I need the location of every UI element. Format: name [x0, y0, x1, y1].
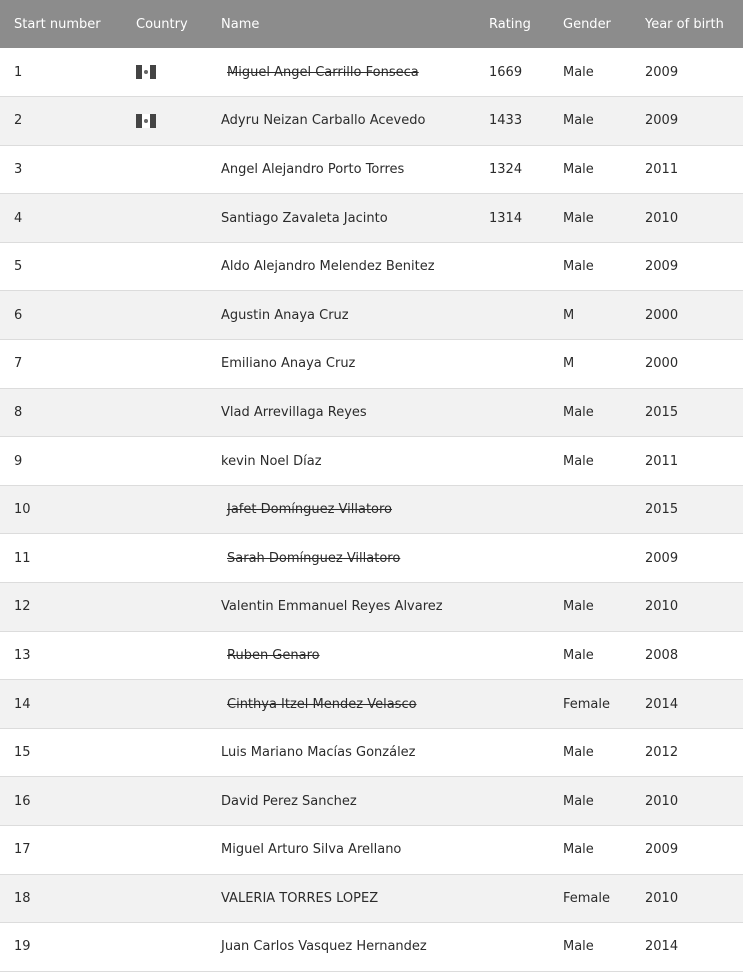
country-cell	[122, 48, 201, 97]
rating-cell	[475, 728, 549, 777]
player-name[interactable]: Aldo Alejandro Melendez Benitez	[221, 259, 435, 275]
rating-cell	[475, 437, 549, 486]
year-of-birth-cell: 2010	[645, 210, 679, 226]
table-row[interactable]	[0, 437, 743, 486]
gender-cell: Female	[563, 696, 611, 712]
table-row[interactable]	[0, 874, 743, 923]
header-country[interactable]: Country	[136, 16, 188, 32]
player-name-withdrawn[interactable]: Cinthya Itzel Mendez Velasco	[227, 696, 417, 712]
rating-cell	[475, 485, 549, 534]
player-name[interactable]: Juan Carlos Vasquez Hernandez	[221, 939, 427, 955]
header-name[interactable]: Name	[221, 16, 260, 32]
start-number-cell: 3	[14, 161, 23, 177]
rating-cell	[475, 631, 549, 680]
player-name-cell	[201, 923, 475, 972]
table-row[interactable]	[0, 583, 743, 632]
player-name-cell	[201, 48, 475, 97]
rating-cell	[475, 923, 549, 972]
gender-cell: Male	[563, 259, 594, 275]
rating-cell	[475, 388, 549, 437]
start-number-cell: 4	[14, 210, 23, 226]
start-number-cell: 6	[14, 307, 23, 323]
gender-cell: Male	[563, 599, 594, 615]
gender-cell: Male	[563, 64, 594, 80]
player-name-cell	[201, 728, 475, 777]
table-row[interactable]	[0, 485, 743, 534]
table-body	[0, 48, 743, 971]
year-of-birth-cell: 2008	[645, 647, 679, 663]
player-name[interactable]: Agustin Anaya Cruz	[221, 307, 349, 323]
country-cell	[122, 242, 201, 291]
country-cell	[122, 340, 201, 389]
year-of-birth-cell: 2014	[645, 939, 679, 955]
rating-cell: 1433	[489, 113, 523, 129]
rating-cell	[475, 291, 549, 340]
gender-cell: Male	[563, 161, 594, 177]
mexico-flag-icon	[136, 65, 156, 79]
start-number-cell: 10	[14, 502, 31, 518]
table-row[interactable]	[0, 777, 743, 826]
country-cell	[122, 680, 201, 729]
gender-cell: Male	[563, 210, 594, 226]
gender-cell	[549, 534, 631, 583]
start-number-cell: 12	[14, 599, 31, 615]
start-number-cell: 9	[14, 453, 23, 469]
country-cell	[122, 194, 201, 243]
gender-cell: Male	[563, 113, 594, 129]
player-name[interactable]: Emiliano Anaya Cruz	[221, 356, 356, 372]
table-row[interactable]	[0, 145, 743, 194]
rating-cell: 1324	[489, 161, 523, 177]
player-name-cell	[201, 242, 475, 291]
start-number-cell: 14	[14, 696, 31, 712]
player-name-cell	[201, 680, 475, 729]
gender-cell	[549, 485, 631, 534]
year-of-birth-cell: 2009	[645, 550, 679, 566]
gender-cell: Male	[563, 939, 594, 955]
year-of-birth-cell: 2010	[645, 890, 679, 906]
mexico-flag-icon	[136, 114, 156, 128]
player-name[interactable]: Vlad Arrevillaga Reyes	[221, 404, 367, 420]
year-of-birth-cell: 2011	[645, 453, 679, 469]
start-number-cell: 13	[14, 647, 31, 663]
year-of-birth-cell: 2010	[645, 793, 679, 809]
player-name-cell	[201, 388, 475, 437]
year-of-birth-cell: 2012	[645, 745, 679, 761]
table-row[interactable]	[0, 291, 743, 340]
player-name-cell	[201, 97, 475, 146]
start-number-cell: 5	[14, 259, 23, 275]
gender-cell: Male	[563, 842, 594, 858]
header-year-of-birth[interactable]: Year of birth	[645, 16, 724, 32]
table-row[interactable]	[0, 48, 743, 97]
year-of-birth-cell: 2015	[645, 404, 679, 420]
start-number-cell: 11	[14, 550, 31, 566]
header-gender[interactable]: Gender	[563, 16, 611, 32]
country-cell	[122, 485, 201, 534]
player-name-cell	[201, 291, 475, 340]
player-name-cell	[201, 437, 475, 486]
table-row[interactable]	[0, 631, 743, 680]
player-name[interactable]: VALERIA TORRES LOPEZ	[221, 890, 379, 906]
rating-cell	[475, 777, 549, 826]
country-cell	[122, 777, 201, 826]
rating-cell: 1669	[489, 64, 523, 80]
player-name-cell	[201, 826, 475, 875]
year-of-birth-cell: 2014	[645, 696, 679, 712]
country-cell	[122, 874, 201, 923]
table-row[interactable]	[0, 340, 743, 389]
year-of-birth-cell: 2009	[645, 259, 679, 275]
player-name[interactable]: Valentin Emmanuel Reyes Alvarez	[221, 599, 443, 615]
start-number-cell: 17	[14, 842, 31, 858]
country-cell	[122, 437, 201, 486]
year-of-birth-cell: 2009	[645, 842, 679, 858]
gender-cell: M	[563, 356, 575, 372]
player-name-cell	[201, 631, 475, 680]
country-cell	[122, 145, 201, 194]
player-name[interactable]: Adyru Neizan Carballo Acevedo	[221, 113, 426, 129]
player-name-cell	[201, 777, 475, 826]
country-cell	[122, 388, 201, 437]
table-row[interactable]	[0, 242, 743, 291]
table-header	[0, 0, 743, 48]
player-name-withdrawn[interactable]: Sarah Domínguez Villatoro	[227, 550, 401, 566]
header-start-number[interactable]: Start number	[14, 16, 101, 32]
player-name[interactable]: kevin Noel Díaz	[221, 453, 322, 469]
rating-cell	[475, 583, 549, 632]
rating-cell	[475, 242, 549, 291]
player-name-cell	[201, 340, 475, 389]
start-number-cell: 2	[14, 113, 23, 129]
player-name[interactable]: Miguel Arturo Silva Arellano	[221, 842, 402, 858]
gender-cell: Male	[563, 793, 594, 809]
start-number-cell: 18	[14, 890, 31, 906]
year-of-birth-cell: 2000	[645, 356, 679, 372]
table-row[interactable]	[0, 923, 743, 972]
player-name[interactable]: David Perez Sanchez	[221, 793, 357, 809]
year-of-birth-cell: 2011	[645, 161, 679, 177]
year-of-birth-cell: 2010	[645, 599, 679, 615]
start-number-cell: 7	[14, 356, 23, 372]
table-row[interactable]	[0, 534, 743, 583]
player-name-withdrawn[interactable]: Miguel Angel Carrillo Fonseca	[227, 64, 419, 80]
country-cell	[122, 631, 201, 680]
year-of-birth-cell: 2000	[645, 307, 679, 323]
header-rating[interactable]: Rating	[489, 16, 531, 32]
player-name-cell	[201, 534, 475, 583]
rating-cell	[475, 340, 549, 389]
rating-cell	[475, 874, 549, 923]
player-name[interactable]: Santiago Zavaleta Jacinto	[221, 210, 388, 226]
player-name-withdrawn[interactable]: Ruben Genaro	[227, 647, 320, 663]
country-cell	[122, 534, 201, 583]
gender-cell: Male	[563, 745, 594, 761]
table-row[interactable]	[0, 194, 743, 243]
gender-cell: M	[563, 307, 575, 323]
player-name[interactable]: Luis Mariano Macías González	[221, 745, 416, 761]
gender-cell: Male	[563, 404, 594, 420]
rating-cell	[475, 826, 549, 875]
start-number-cell: 8	[14, 404, 23, 420]
player-name-cell	[201, 485, 475, 534]
player-name-cell	[201, 145, 475, 194]
player-name-cell	[201, 194, 475, 243]
table-row[interactable]	[0, 826, 743, 875]
player-name-withdrawn[interactable]: Jafet Domínguez Villatoro	[227, 502, 393, 518]
player-name[interactable]: Angel Alejandro Porto Torres	[221, 161, 405, 177]
country-cell	[122, 97, 201, 146]
start-number-cell: 16	[14, 793, 31, 809]
gender-cell: Male	[563, 453, 594, 469]
country-cell	[122, 583, 201, 632]
gender-cell: Male	[563, 647, 594, 663]
rating-cell	[475, 534, 549, 583]
rating-cell	[475, 680, 549, 729]
country-cell	[122, 923, 201, 972]
year-of-birth-cell: 2015	[645, 502, 679, 518]
start-number-cell: 15	[14, 745, 31, 761]
player-name-cell	[201, 874, 475, 923]
country-cell	[122, 826, 201, 875]
year-of-birth-cell: 2009	[645, 64, 679, 80]
gender-cell: Female	[563, 890, 611, 906]
country-cell	[122, 291, 201, 340]
table-row[interactable]	[0, 680, 743, 729]
table-row[interactable]	[0, 388, 743, 437]
table-row[interactable]	[0, 97, 743, 146]
start-number-cell: 1	[14, 64, 23, 80]
player-name-cell	[201, 583, 475, 632]
rating-cell: 1314	[489, 210, 523, 226]
start-number-cell: 19	[14, 939, 31, 955]
table-row[interactable]	[0, 728, 743, 777]
country-cell	[122, 728, 201, 777]
year-of-birth-cell: 2009	[645, 113, 679, 129]
